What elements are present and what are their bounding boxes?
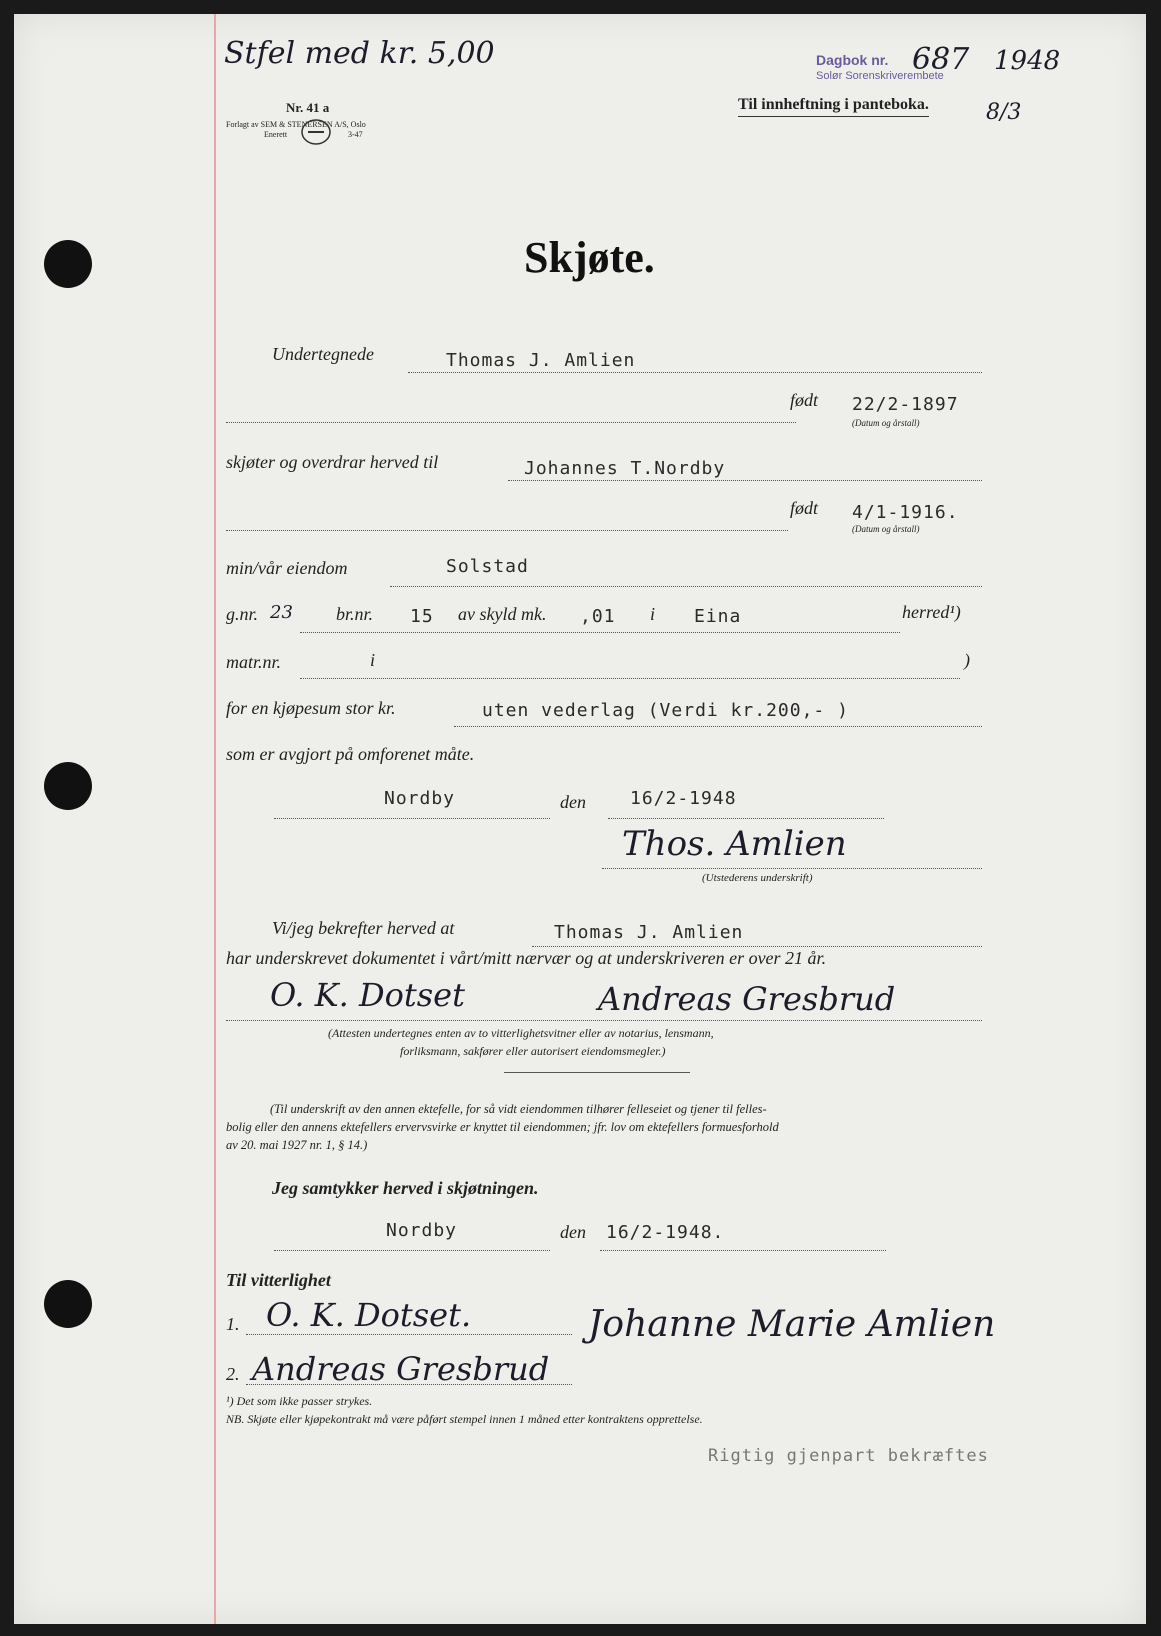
dotted-line: [390, 586, 982, 587]
utsteder-label: (Utstederens underskrift): [702, 872, 813, 884]
issuer-signature: Thos. Amlien: [622, 824, 847, 864]
paren-close: ): [964, 650, 970, 670]
fodt-label: født: [790, 390, 819, 410]
witness-num-2: 2.: [226, 1364, 240, 1384]
brnr-value: 15: [410, 606, 434, 627]
certified-stamp: Rigtig gjenpart bekræftes: [708, 1446, 989, 1466]
kjopesum-value: uten vederlag (Verdi kr.200,- ): [482, 700, 849, 721]
skjoter-label: skjøter og overdrar herved til: [226, 452, 439, 472]
undertegnede-label: Undertegnede: [272, 344, 374, 364]
document-title: Skjøte.: [524, 233, 655, 282]
punch-hole: [44, 240, 92, 288]
footnote-2: NB. Skjøte eller kjøpekontrakt må være påført stempel innen 1 måned etter kontraktens opprettelse.: [226, 1412, 703, 1426]
dotted-line: [226, 1020, 982, 1021]
dotted-line: [300, 632, 900, 633]
kjopesum-label: for en kjøpesum stor kr.: [226, 698, 396, 718]
punch-hole: [44, 1280, 92, 1328]
dotted-line: [274, 818, 550, 819]
innheftning-label: Til innheftning i panteboka.: [738, 96, 929, 117]
fee-note: Stfel med kr. 5,00: [224, 36, 495, 71]
spouse-note-1: (Til underskrift av den annen ektefelle, for så vidt eiendommen tilhører felleseiet og tjener til felles-: [270, 1102, 767, 1116]
fodt-label: født: [790, 498, 819, 518]
fodt2-value: 4/1-1916.: [852, 502, 959, 523]
spouse-note-2: bolig eller den annens ektefellers ervervsvirke er knyttet til eiendommen; jfr. lov om ektefellers formuesforhold: [226, 1120, 779, 1134]
herred-label: herred¹): [902, 602, 961, 622]
document-page: [14, 14, 1146, 1624]
bekrefter-value: Thomas J. Amlien: [554, 922, 744, 943]
dotted-line: [408, 372, 982, 373]
fodt1-value: 22/2-1897: [852, 394, 959, 415]
date1: 16/2-1948: [630, 788, 737, 809]
dotted-line: [600, 1250, 886, 1251]
dagbok-year: 1948: [994, 46, 1061, 76]
punch-hole: [44, 762, 92, 810]
dotted-line: [602, 868, 982, 869]
bekrefter-label: Vi/jeg bekrefter herved at: [272, 918, 455, 938]
samtykker-text: Jeg samtykker herved i skjøtningen.: [272, 1178, 539, 1198]
witness-signature-2: Andreas Gresbrud: [598, 980, 896, 1018]
datum-label: (Datum og årstall): [852, 418, 920, 428]
dagbok-stamp-label: Dagbok nr.: [816, 52, 889, 68]
attest-note-1: (Attesten undertegnes enten av to vitterlighetsvitner eller av notarius, lensmann,: [328, 1026, 714, 1040]
brnr-label: br.nr.: [336, 604, 374, 624]
red-margin-line: [214, 14, 216, 1624]
publisher-logo-icon: [300, 118, 332, 146]
skyld-label: av skyld mk.: [458, 604, 547, 624]
gnr-label: g.nr.: [226, 604, 259, 624]
dotted-line: [226, 530, 788, 531]
dotted-line: [300, 678, 960, 679]
attest-line2: har underskrevet dokumentet i vårt/mitt nærvær og at underskriveren er over 21 år.: [226, 948, 827, 968]
footnote-1: ¹) Det som ikke passer strykes.: [226, 1394, 373, 1408]
publisher-enerett: Enerett: [264, 130, 288, 139]
avgjort-text: som er avgjort på omforenet måte.: [226, 744, 475, 764]
dagbok-number: 687: [912, 42, 970, 77]
bottom-witness-2: Andreas Gresbrud: [252, 1350, 550, 1388]
skyld-value: ,01: [580, 606, 616, 627]
eiendom-label: min/vår eiendom: [226, 558, 348, 578]
skjoter-value: Johannes T.Nordby: [524, 458, 726, 479]
dotted-line: [508, 480, 982, 481]
den-label: den: [560, 792, 586, 812]
spouse-note-3: av 20. mai 1927 nr. 1, § 14.): [226, 1138, 368, 1152]
form-number: Nr. 41 a: [286, 100, 330, 115]
eiendom-value: Solstad: [446, 556, 529, 577]
stamp-office: Solør Sorenskriverembete: [816, 70, 944, 82]
dotted-line: [454, 726, 982, 727]
gnr-value: 23: [270, 602, 293, 623]
publisher-year: 3-47: [348, 130, 363, 139]
herred-value: Eina: [694, 606, 742, 627]
matr-i: i: [370, 650, 376, 670]
datum-label: (Datum og årstall): [852, 524, 920, 534]
dotted-line: [226, 422, 796, 423]
place2: Nordby: [386, 1220, 458, 1241]
publisher-line: Forlagt av SEM & STENERSEN A/S, Oslo: [226, 120, 366, 129]
matr-label: matr.nr.: [226, 652, 282, 672]
den-label: den: [560, 1222, 586, 1242]
spouse-signature: Johanne Marie Amlien: [588, 1304, 996, 1345]
date2: 16/2-1948.: [606, 1222, 725, 1243]
bottom-witness-1: O. K. Dotset.: [266, 1296, 472, 1334]
attest-note-2: forliksmann, sakfører eller autorisert eiendomsmegler.): [400, 1044, 666, 1058]
witness-signature-1: O. K. Dotset: [270, 976, 465, 1014]
dotted-line: [246, 1384, 572, 1385]
i-label: i: [650, 604, 656, 624]
witness-num-1: 1.: [226, 1314, 240, 1334]
dotted-line: [532, 946, 982, 947]
dotted-line: [246, 1334, 572, 1335]
dotted-line: [608, 818, 884, 819]
place1: Nordby: [384, 788, 456, 809]
undertegnede-value: Thomas J. Amlien: [446, 350, 636, 371]
margin-note: 8/3: [986, 100, 1022, 125]
vitterlighet-label: Til vitterlighet: [226, 1270, 331, 1290]
dotted-line: [274, 1250, 550, 1251]
divider: [504, 1072, 690, 1073]
